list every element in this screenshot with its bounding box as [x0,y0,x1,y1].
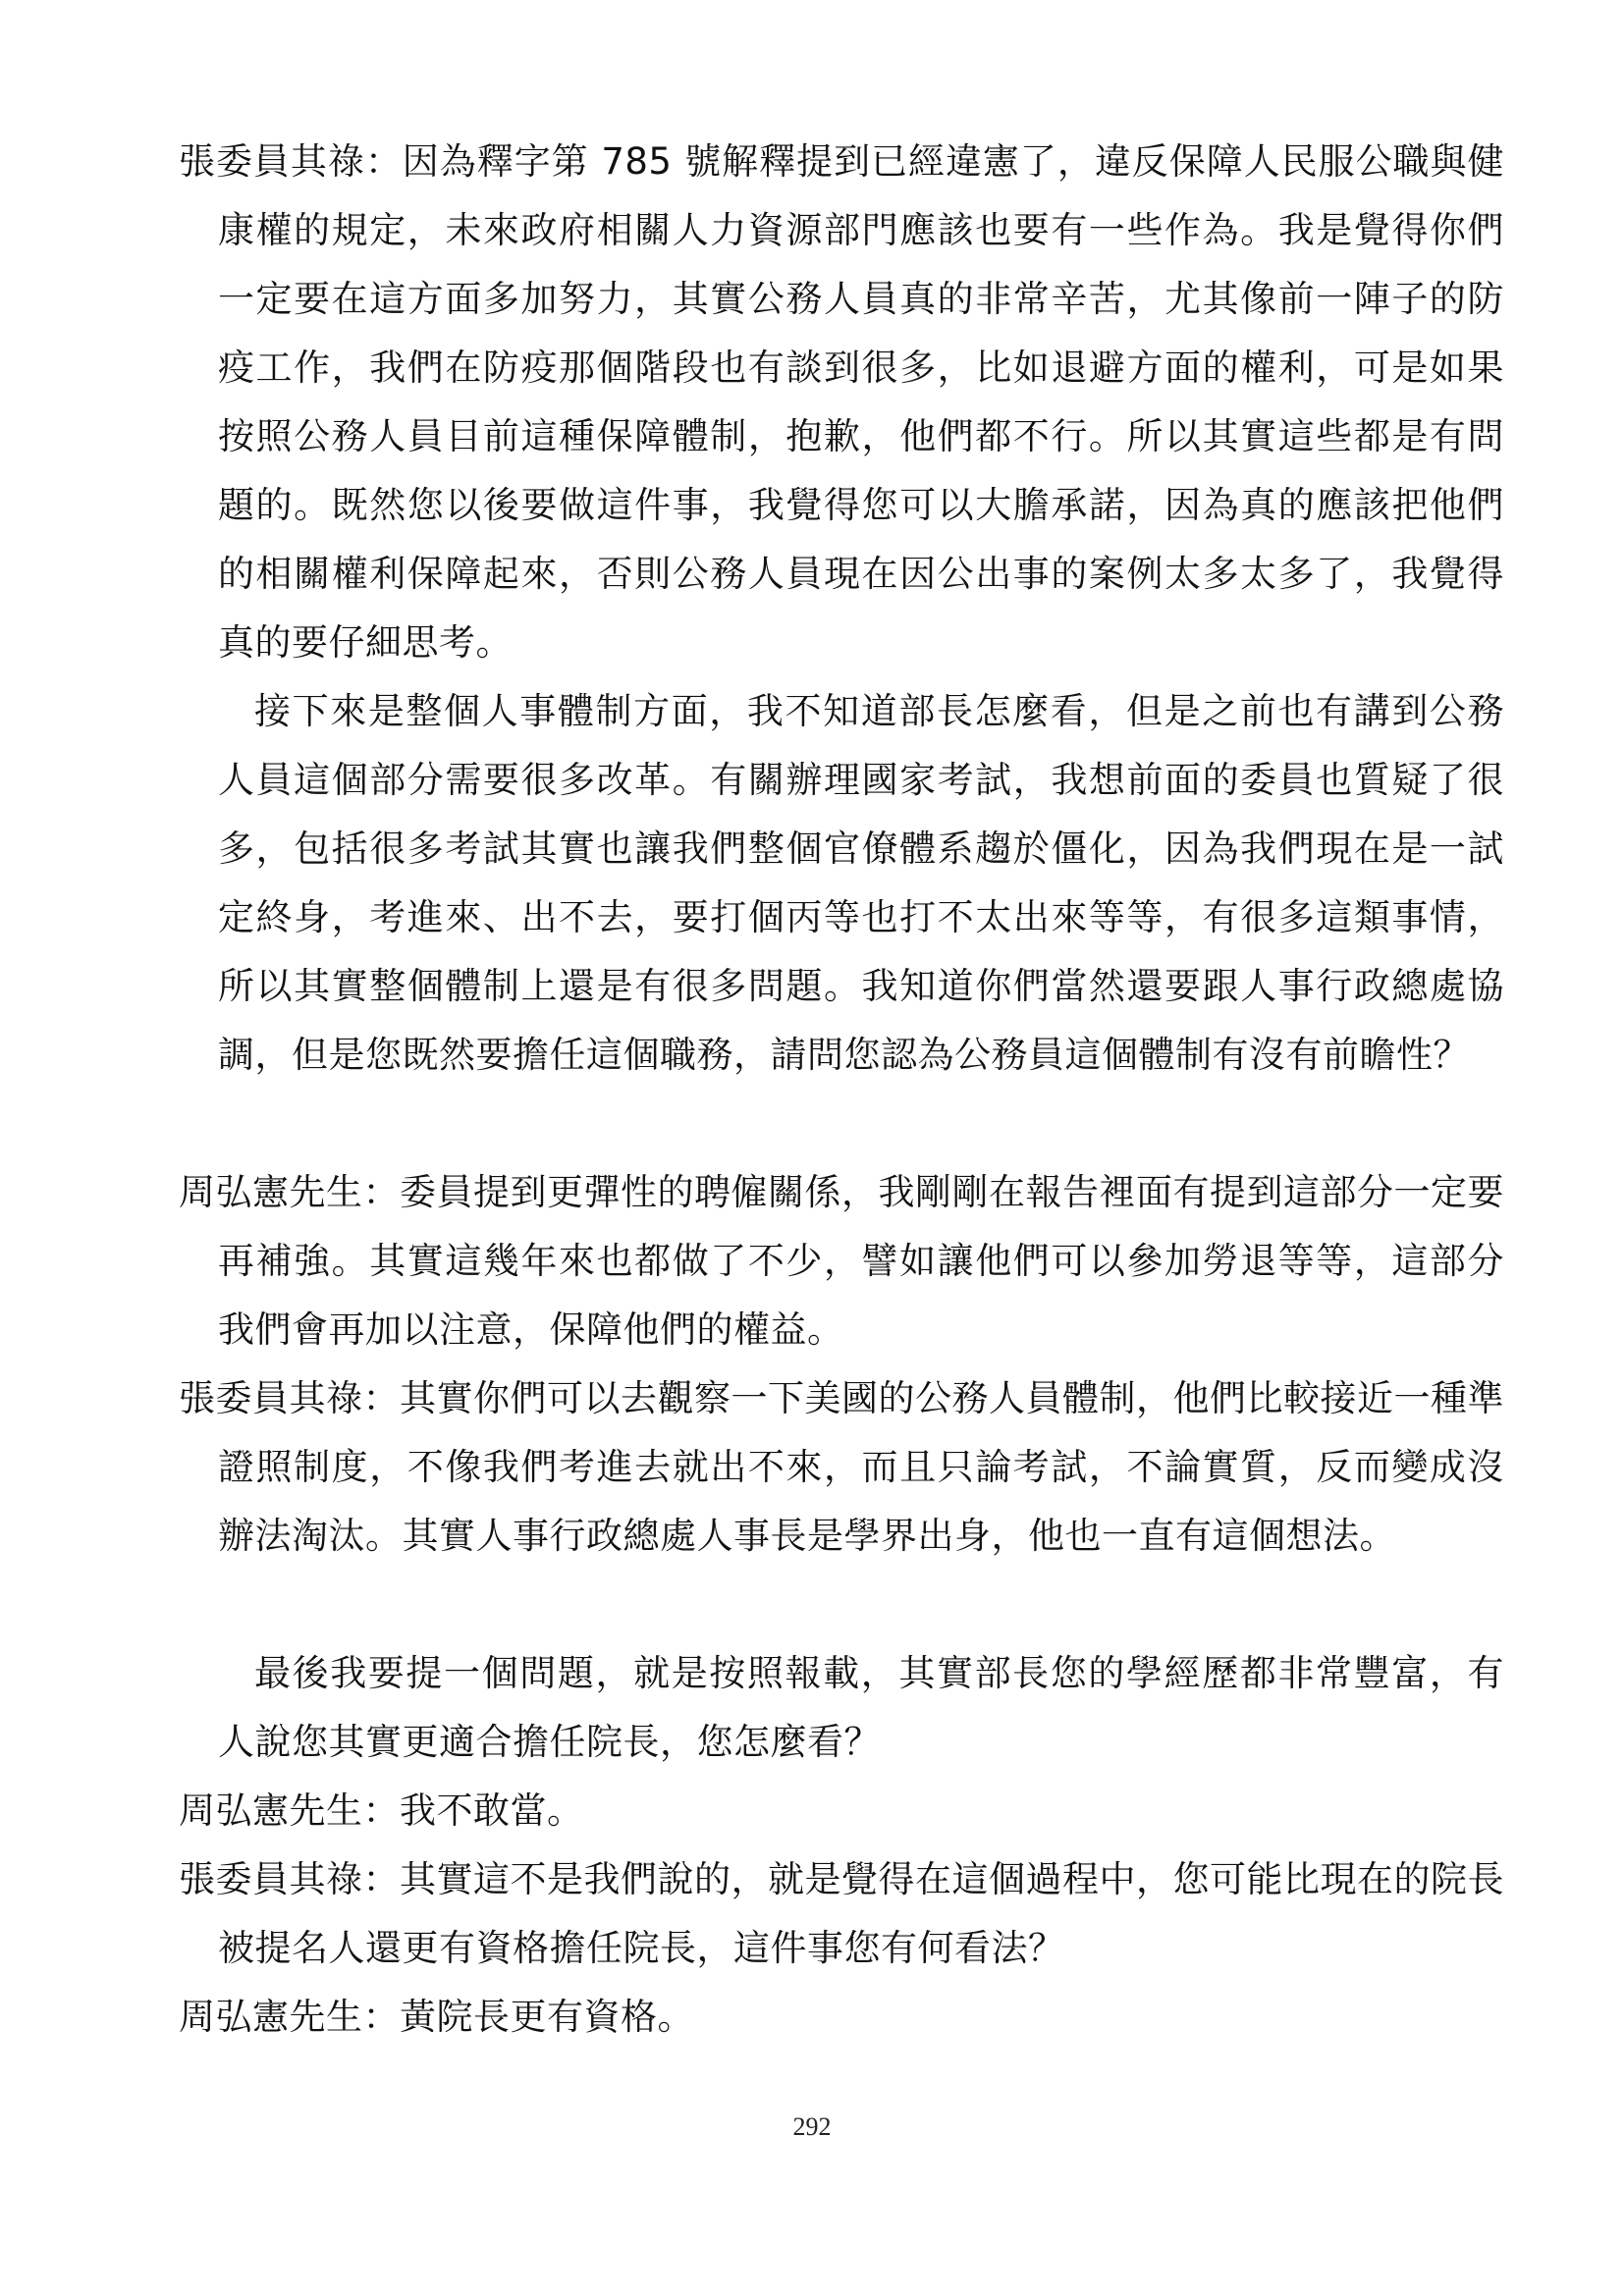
transcript-paragraph-5: 最後我要提一個問題，就是按照報載，其實部長您的學經歷都非常豐富，有人說您其實更適合擔任院長，您怎麼看？ [218,1652,1504,1763]
transcript-paragraph-8: 周弘憲先生：黃院長更有資格。 [179,1996,694,2038]
transcript-paragraph-7: 張委員其祿：其實這不是我們說的，就是覺得在這個過程中，您可能比現在的院長被提名人還更有資格擔任院長，這件事您有何看法？ [179,1858,1504,1969]
page-number: 292 [792,2112,832,2141]
transcript-paragraph-6: 周弘憲先生：我不敢當。 [179,1789,584,1832]
transcript-paragraph-3: 周弘憲先生：委員提到更彈性的聘僱關係，我剛剛在報告裡面有提到這部分一定要再補強。其實這幾年來也都做了不少，譬如讓他們可以參加勞退等等，這部分我們會再加以注意，保障他們的權益。 [179,1171,1504,1351]
transcript-paragraph-1: 張委員其祿：因為釋字第 785 號解釋提到已經違憲了，違反保障人民服公職與健康權的規定，未來政府相關人力資源部門應該也要有一些作為。我是覺得你們一定要在這方面多加努力，其實公務人員真的非常辛苦，尤其像前一陣子的防疫工作，我們在防疫那個階段也有談到很多，比如退避方面的權利，可是如果按照公務人員目前這種保障體制，抱歉，他們都不行。所以其實這些都是有問題的。既然您以後要做這件事，我覺得您可以大膽承諾，因為真的應該把他們的相關權利保障起來，否則公務人員現在因公出事的案例太多太多了，我覺得真的要仔細思考。 [179,140,1504,664]
transcript-paragraph-4: 張委員其祿：其實你們可以去觀察一下美國的公務人員體制，他們比較接近一種準證照制度，不像我們考進去就出不來，而且只論考試，不論實質，反而變成沒辦法淘汰。其實人事行政總處人事長是學界出身，他也一直有這個想法。 [179,1377,1504,1557]
transcript-paragraph-2: 接下來是整個人事體制方面，我不知道部長怎麼看，但是之前也有講到公務人員這個部分需要很多改革。有關辦理國家考試，我想前面的委員也質疑了很多，包括很多考試其實也讓我們整個官僚體系趨於僵化，因為我們現在是一試定終身，考進來、出不去，要打個丙等也打不太出來等等，有很多這類事情，所以其實整個體制上還是有很多問題。我知道你們當然還要跟人事行政總處協調，但是您既然要擔任這個職務，請問您認為公務員這個體制有沒有前瞻性？ [218,690,1504,1076]
